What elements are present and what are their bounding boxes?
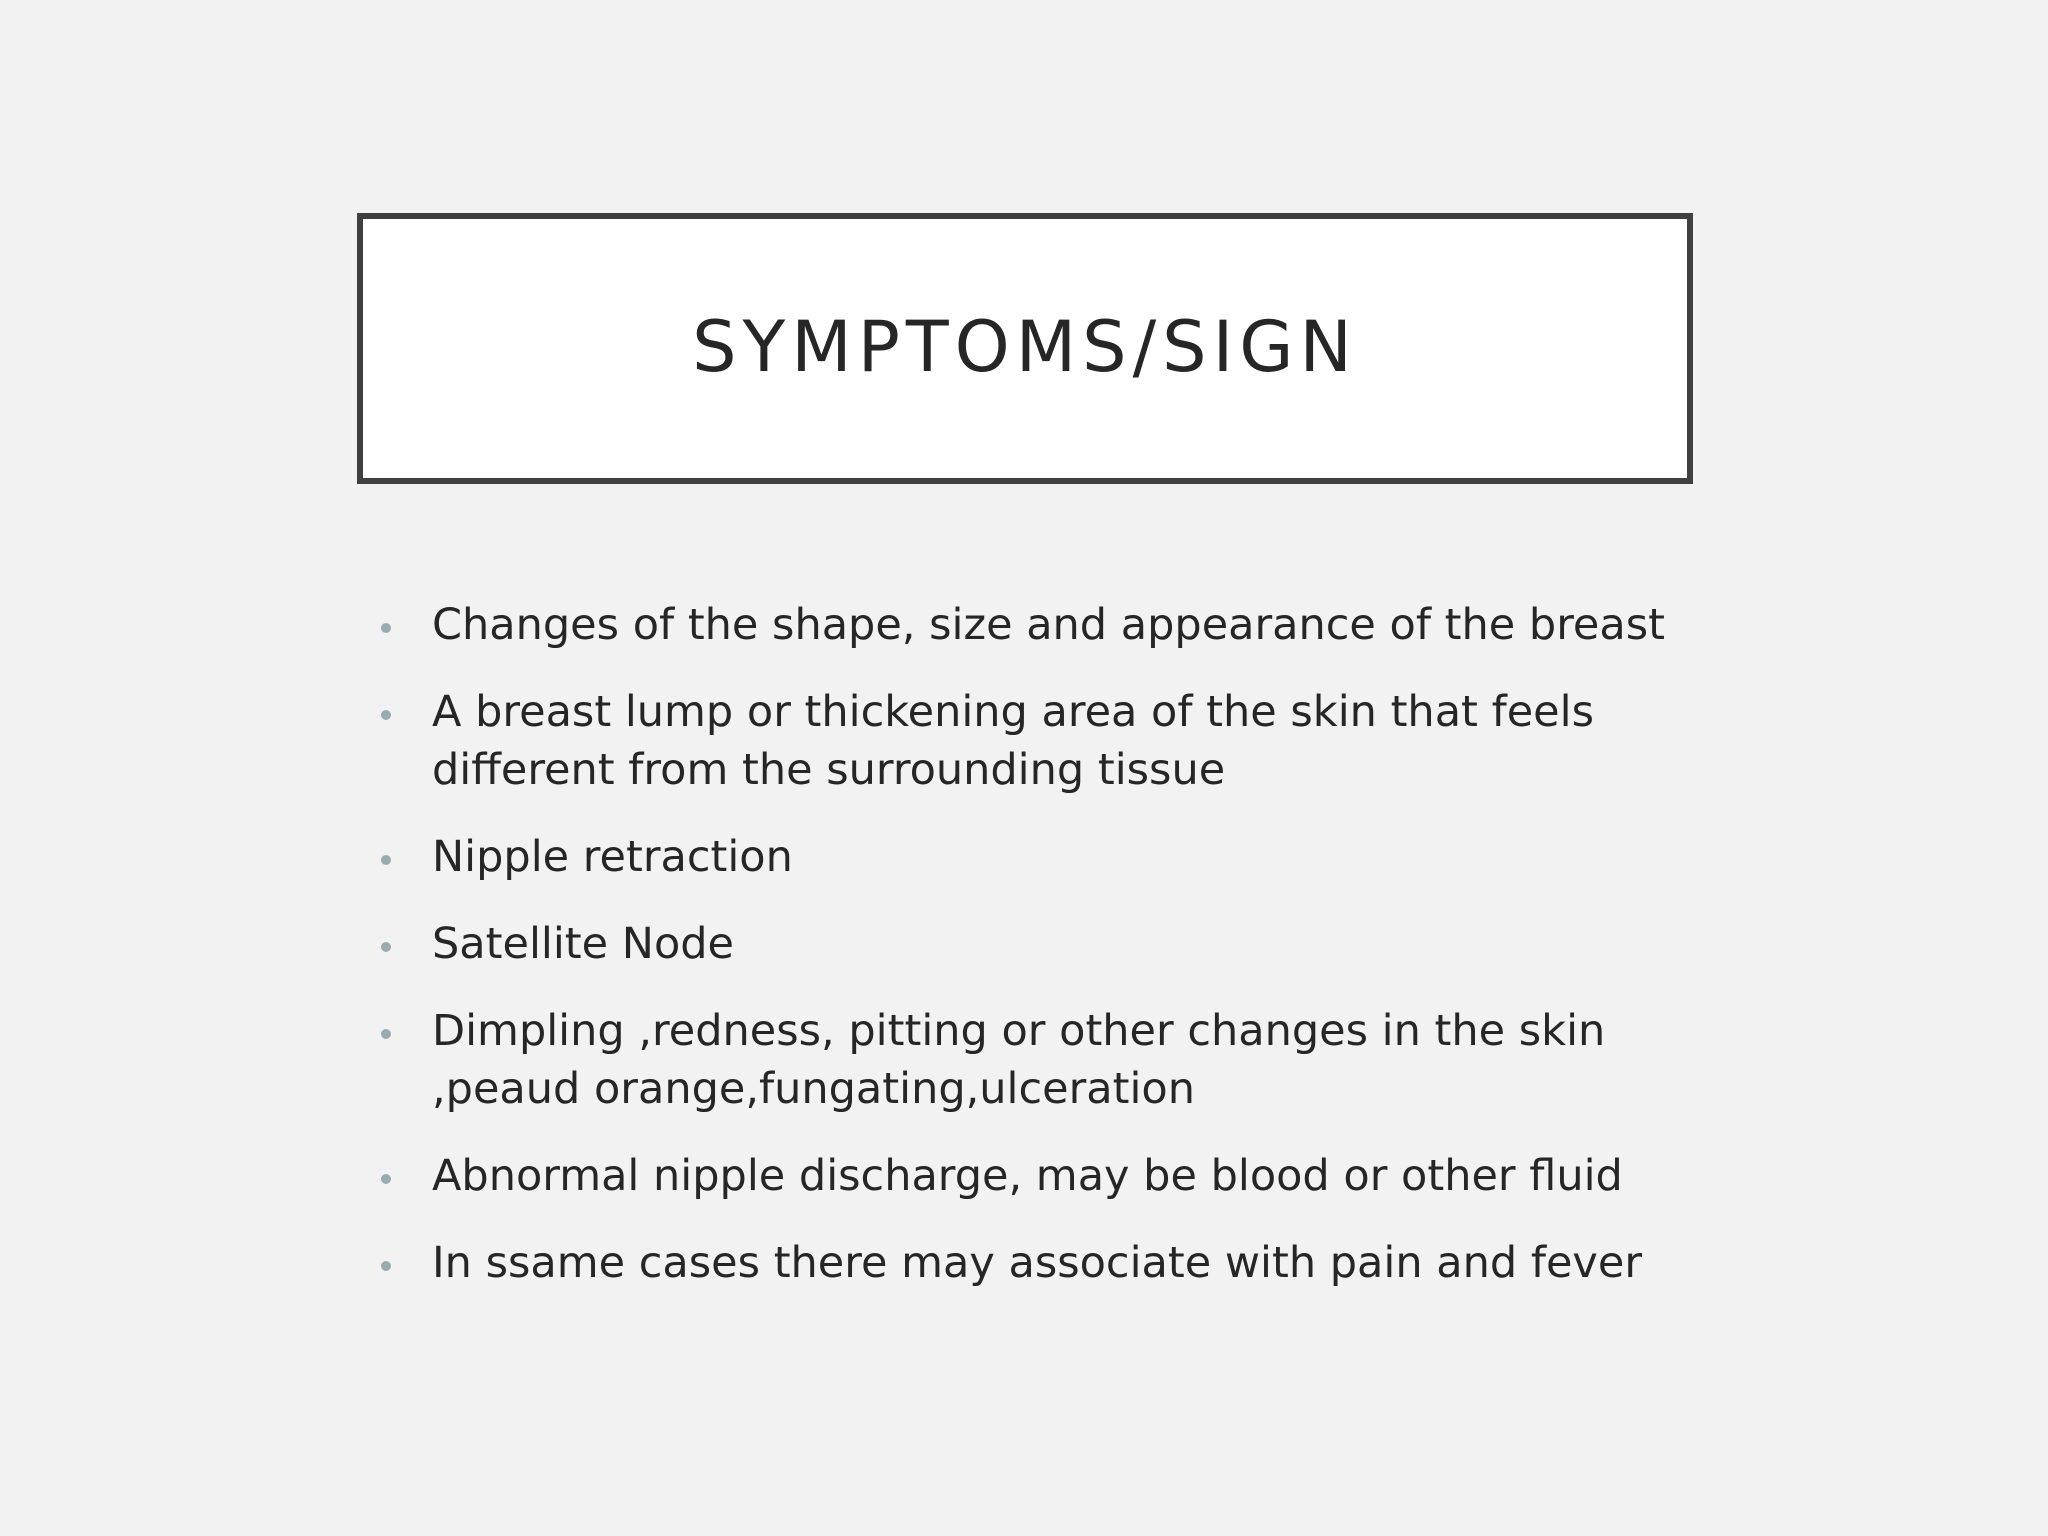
bullet-text: Dimpling ,redness, pitting or other changes in the skin ,peaud orange,fungating,ulceration (432, 1006, 1606, 1114)
bullet-dot-icon (381, 710, 391, 720)
bullet-item (375, 1002, 1705, 1118)
bullet-text: Nipple retraction (432, 832, 793, 882)
bullet-text: A breast lump or thickening area of the skin that feels different from the surrounding tissue (432, 687, 1594, 795)
bullet-item (375, 1147, 1705, 1205)
bullet-item (375, 1234, 1705, 1292)
title-box (357, 213, 1693, 484)
bullet-text: Satellite Node (432, 919, 735, 969)
bullet-item (375, 828, 1705, 886)
bullet-text: Abnormal nipple discharge, may be blood or other fluid (432, 1151, 1623, 1201)
slide-title: SYMPTOMS/SIGN (692, 305, 1358, 388)
bullet-text: In ssame cases there may associate with pain and fever (432, 1238, 1643, 1288)
bullet-dot-icon (381, 942, 391, 952)
bullet-dot-icon (381, 1174, 391, 1184)
bullet-dot-icon (381, 1261, 391, 1271)
bullet-item (375, 596, 1705, 654)
bullet-dot-icon (381, 623, 391, 633)
bullet-item (375, 915, 1705, 973)
bullet-item (375, 683, 1705, 799)
bullet-list (375, 596, 1705, 1321)
bullet-dot-icon (381, 1029, 391, 1039)
bullet-dot-icon (381, 855, 391, 865)
bullet-text: Changes of the shape, size and appearance of the breast (432, 600, 1665, 650)
